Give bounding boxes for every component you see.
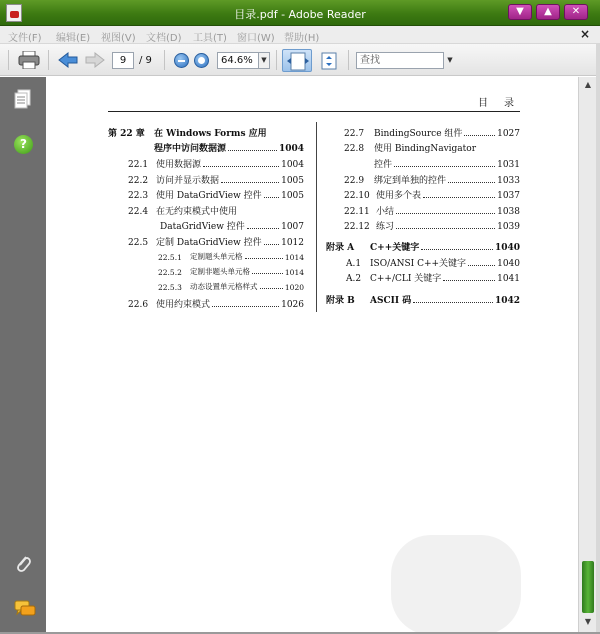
column-divider bbox=[316, 122, 317, 312]
toc-entry[interactable]: 22.8 使用 BindingNavigator bbox=[344, 144, 477, 154]
fit-page-icon[interactable] bbox=[320, 52, 338, 70]
menu-document[interactable]: 文档(D) bbox=[146, 33, 182, 44]
toc-entry[interactable]: A.1 ISO/ANSI C++关键字 1040 bbox=[346, 259, 520, 269]
toc-entry[interactable]: 22.5 定制 DataGridView 控件 1012 bbox=[128, 238, 304, 248]
toc-entry[interactable]: 22.9 绑定到单独的控件 1033 bbox=[344, 176, 520, 186]
zoom-level-input[interactable]: 64.6% bbox=[217, 52, 259, 69]
zoom-out-icon[interactable] bbox=[174, 53, 189, 68]
close-document-icon[interactable]: × bbox=[579, 27, 590, 41]
comments-icon[interactable] bbox=[14, 600, 36, 618]
title-bar bbox=[0, 0, 600, 26]
scroll-up-icon[interactable]: ▲ bbox=[584, 80, 592, 89]
toc-entry[interactable]: 22.10 使用多个表 1037 bbox=[344, 191, 520, 201]
toolbar-separator bbox=[164, 50, 165, 70]
scroll-down-icon[interactable]: ▼ bbox=[584, 617, 592, 626]
menu-help[interactable]: 帮助(H) bbox=[284, 33, 320, 44]
scroll-thumb[interactable] bbox=[582, 561, 594, 613]
toc-entry[interactable]: 22.7 BindingSource 组件 1027 bbox=[344, 129, 520, 139]
vertical-scrollbar[interactable] bbox=[578, 77, 596, 632]
zoom-dropdown-icon[interactable]: ▼ bbox=[259, 52, 270, 69]
toc-entry[interactable]: 22.5.1 定制题头单元格 1014 bbox=[158, 252, 304, 262]
toc-entry[interactable]: 22.4 在无约束模式中使用 bbox=[128, 207, 238, 217]
toc-entry[interactable]: 附录 B ASCII 码 1042 bbox=[326, 296, 520, 306]
toc-entry[interactable]: 22.3 使用 DataGridView 控件 1005 bbox=[128, 191, 304, 201]
minimize-button[interactable]: ▼ bbox=[508, 4, 532, 20]
maximize-button[interactable]: ▲ bbox=[536, 4, 560, 20]
toc-entry[interactable]: 程序中访问数据源 1004 bbox=[154, 144, 304, 154]
attachment-icon[interactable] bbox=[14, 553, 32, 573]
toc-entry[interactable]: 附录 A C++关键字 1040 bbox=[326, 243, 520, 253]
menu-tools[interactable]: 工具(T) bbox=[193, 33, 227, 44]
toc-entry[interactable]: 22.1 使用数据源 1004 bbox=[128, 160, 304, 170]
help-icon[interactable]: ? bbox=[14, 135, 33, 154]
toolbar-separator bbox=[8, 50, 9, 70]
navigation-pane bbox=[0, 77, 46, 632]
toc-entry[interactable]: 控件 1031 bbox=[374, 160, 520, 170]
find-dropdown-icon[interactable]: ▼ bbox=[447, 56, 453, 64]
previous-page-icon[interactable] bbox=[58, 52, 78, 68]
toc-entry[interactable]: 22.2 访问并显示数据 1005 bbox=[128, 176, 304, 186]
zoom-in-icon[interactable] bbox=[194, 53, 209, 68]
close-button[interactable]: ✕ bbox=[564, 4, 588, 20]
header-rule bbox=[108, 111, 520, 112]
document-view[interactable] bbox=[46, 77, 578, 632]
toc-entry[interactable]: 22.12 练习 1039 bbox=[344, 222, 520, 232]
toc-entry[interactable]: 22.5.2 定制非题头单元格 1014 bbox=[158, 267, 304, 277]
toolbar-separator bbox=[276, 50, 277, 70]
toolbar-separator bbox=[348, 50, 349, 70]
toolbar bbox=[0, 44, 600, 76]
page-total-label: / 9 bbox=[139, 55, 152, 66]
toc-entry[interactable]: 第 22 章 在 Windows Forms 应用 bbox=[108, 129, 267, 139]
menu-file[interactable]: 文件(F) bbox=[8, 33, 42, 44]
menu-edit[interactable]: 编辑(E) bbox=[56, 33, 91, 44]
window-title: 目录.pdf - Adobe Reader bbox=[234, 8, 366, 21]
page-header: 目录 bbox=[478, 98, 530, 109]
fit-width-button[interactable] bbox=[282, 49, 312, 72]
watermark-stamp bbox=[391, 535, 521, 632]
find-input[interactable]: 查找 bbox=[356, 52, 444, 69]
print-icon[interactable] bbox=[18, 51, 40, 69]
menu-view[interactable]: 视图(V) bbox=[101, 33, 136, 44]
toc-entry[interactable]: 22.5.3 动态设置单元格样式 1020 bbox=[158, 282, 304, 292]
menu-bar bbox=[0, 26, 600, 44]
toc-entry[interactable]: 22.11 小结 1038 bbox=[344, 207, 520, 217]
fit-width-icon bbox=[283, 50, 313, 73]
page-number-input[interactable]: 9 bbox=[112, 52, 134, 69]
toc-entry[interactable]: A.2 C++/CLI 关键字 1041 bbox=[346, 274, 520, 284]
toolbar-separator bbox=[48, 50, 49, 70]
toc-entry[interactable]: 22.6 使用约束模式 1026 bbox=[128, 300, 304, 310]
menu-window[interactable]: 窗口(W) bbox=[237, 33, 275, 44]
pages-icon[interactable] bbox=[14, 89, 32, 109]
toc-entry[interactable]: DataGridView 控件 1007 bbox=[160, 222, 304, 232]
window-right-border bbox=[596, 44, 600, 634]
next-page-icon[interactable] bbox=[85, 52, 105, 68]
